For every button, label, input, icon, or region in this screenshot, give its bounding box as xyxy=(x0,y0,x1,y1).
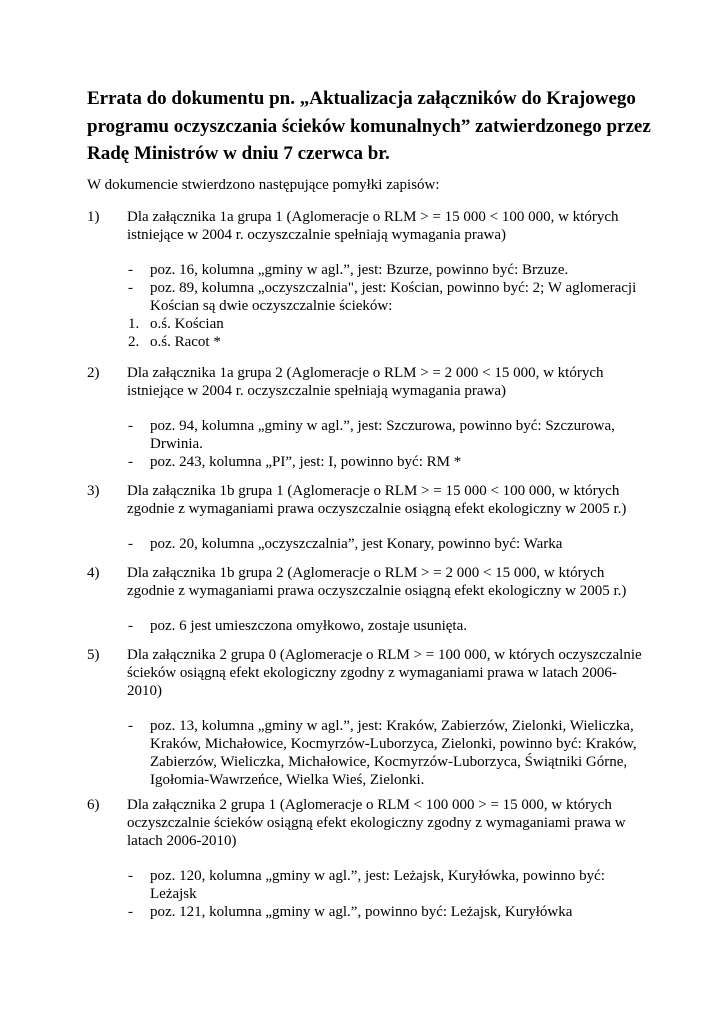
section-number: 5) xyxy=(87,647,100,663)
section-number: 4) xyxy=(87,565,100,581)
section-number: 3) xyxy=(87,483,100,499)
section-title: Dla załącznika 1b grupa 2 (Aglomeracje o RLM > = 2 000 < 15 000, w których zgodnie z wymaganiami prawa oczyszczalnie osiągną efekt ekologiczny w 2005 r.) xyxy=(127,565,627,599)
erratum-section-6 xyxy=(87,796,647,921)
correction-item: - poz. 89, kolumna „oczyszczalnia", jest: Kościan, powinno być: 2; W aglomeracji Kościan są dwie oczyszczalnie ścieków: xyxy=(128,280,637,314)
erratum-section-2 xyxy=(87,364,647,471)
correction-item: - poz. 20, kolumna „oczyszczalnia”, jest Konary, powinno być: Warka xyxy=(128,536,563,552)
section-title: Dla załącznika 1a grupa 2 (Aglomeracje o RLM > = 2 000 < 15 000, w których istniejące w 2004 r. oczyszczalnie spełniają wymagania prawa) xyxy=(127,365,604,399)
correction-list xyxy=(87,717,647,789)
section-number: 6) xyxy=(87,797,100,813)
section-title: Dla załącznika 2 grupa 1 (Aglomeracje o RLM < 100 000 > = 15 000, w których oczyszczalnie ścieków osiągną efekt ekologiczny zgodny z wymaganiami prawa w latach 2006-2010) xyxy=(127,797,626,849)
section-title: Dla załącznika 2 grupa 0 (Aglomeracje o RLM > = 100 000, w których oczyszczalnie ścieków osiągną efekt ekologiczny zgodny z wymaganiami prawa w latach 2006-2010) xyxy=(127,647,642,699)
correction-item: - poz. 16, kolumna „gminy w agl.”, jest: Bzurze, powinno być: Brzuze. xyxy=(128,262,569,278)
intro-text: W dokumencie stwierdzono następujące pomyłki zapisów: xyxy=(87,177,440,193)
section-number: 1) xyxy=(87,209,100,225)
section-title: Dla załącznika 1a grupa 1 (Aglomeracje o RLM > = 15 000 < 100 000, w których istniejące w 2004 r. oczyszczalnie spełniają wymagania prawa) xyxy=(127,209,619,243)
erratum-section-4 xyxy=(87,564,647,635)
correction-list xyxy=(87,417,647,471)
correction-item: - poz. 6 jest umieszczona omyłkowo, zostaje usunięta. xyxy=(128,618,467,634)
correction-item: - poz. 94, kolumna „gminy w agl.”, jest: Szczurowa, powinno być: Szczurowa, Drwinia. xyxy=(128,418,615,452)
correction-list xyxy=(87,867,647,921)
erratum-section-3 xyxy=(87,482,647,553)
correction-list xyxy=(87,535,647,553)
correction-list xyxy=(87,617,647,635)
document-title: Errata do dokumentu pn. „Aktualizacja załączników do Krajowego programu oczyszczania ścieków komunalnych” zatwierdzonego przez Radę Ministrów w dniu 7 czerwca br. xyxy=(87,88,651,164)
correction-list xyxy=(87,261,647,315)
treatment-plant-list xyxy=(87,315,647,351)
correction-item: - poz. 120, kolumna „gminy w agl.”, jest: Leżajsk, Kuryłówka, powinno być: Leżajsk xyxy=(128,868,605,902)
section-number: 2) xyxy=(87,365,100,381)
erratum-section-1 xyxy=(87,208,647,351)
treatment-plant-item: 2. o.ś. Racot * xyxy=(128,334,221,350)
section-title: Dla załącznika 1b grupa 1 (Aglomeracje o RLM > = 15 000 < 100 000, w których zgodnie z wymaganiami prawa oczyszczalnie osiągną efekt ekologiczny w 2005 r.) xyxy=(127,483,627,517)
correction-item: - poz. 243, kolumna „PI”, jest: I, powinno być: RM * xyxy=(128,454,462,470)
treatment-plant-item: 1. o.ś. Kościan xyxy=(128,316,224,332)
erratum-section-5 xyxy=(87,646,647,789)
correction-item: - poz. 13, kolumna „gminy w agl.”, jest: Kraków, Zabierzów, Zielonki, Wieliczka, Kraków, Michałowice, Kocmyrzów-Luborzyca, Zielonki, powinno być: Kraków, Zabierzów, Wieliczka, Michałowice, Kocmyrzów-Luborzyca, Świątniki Górne, Igołomia-Wawrzeńce, Wielka Wieś, Zielonki. xyxy=(128,718,637,788)
correction-item: - poz. 121, kolumna „gminy w agl.”, powinno być: Leżajsk, Kuryłówka xyxy=(128,904,573,920)
